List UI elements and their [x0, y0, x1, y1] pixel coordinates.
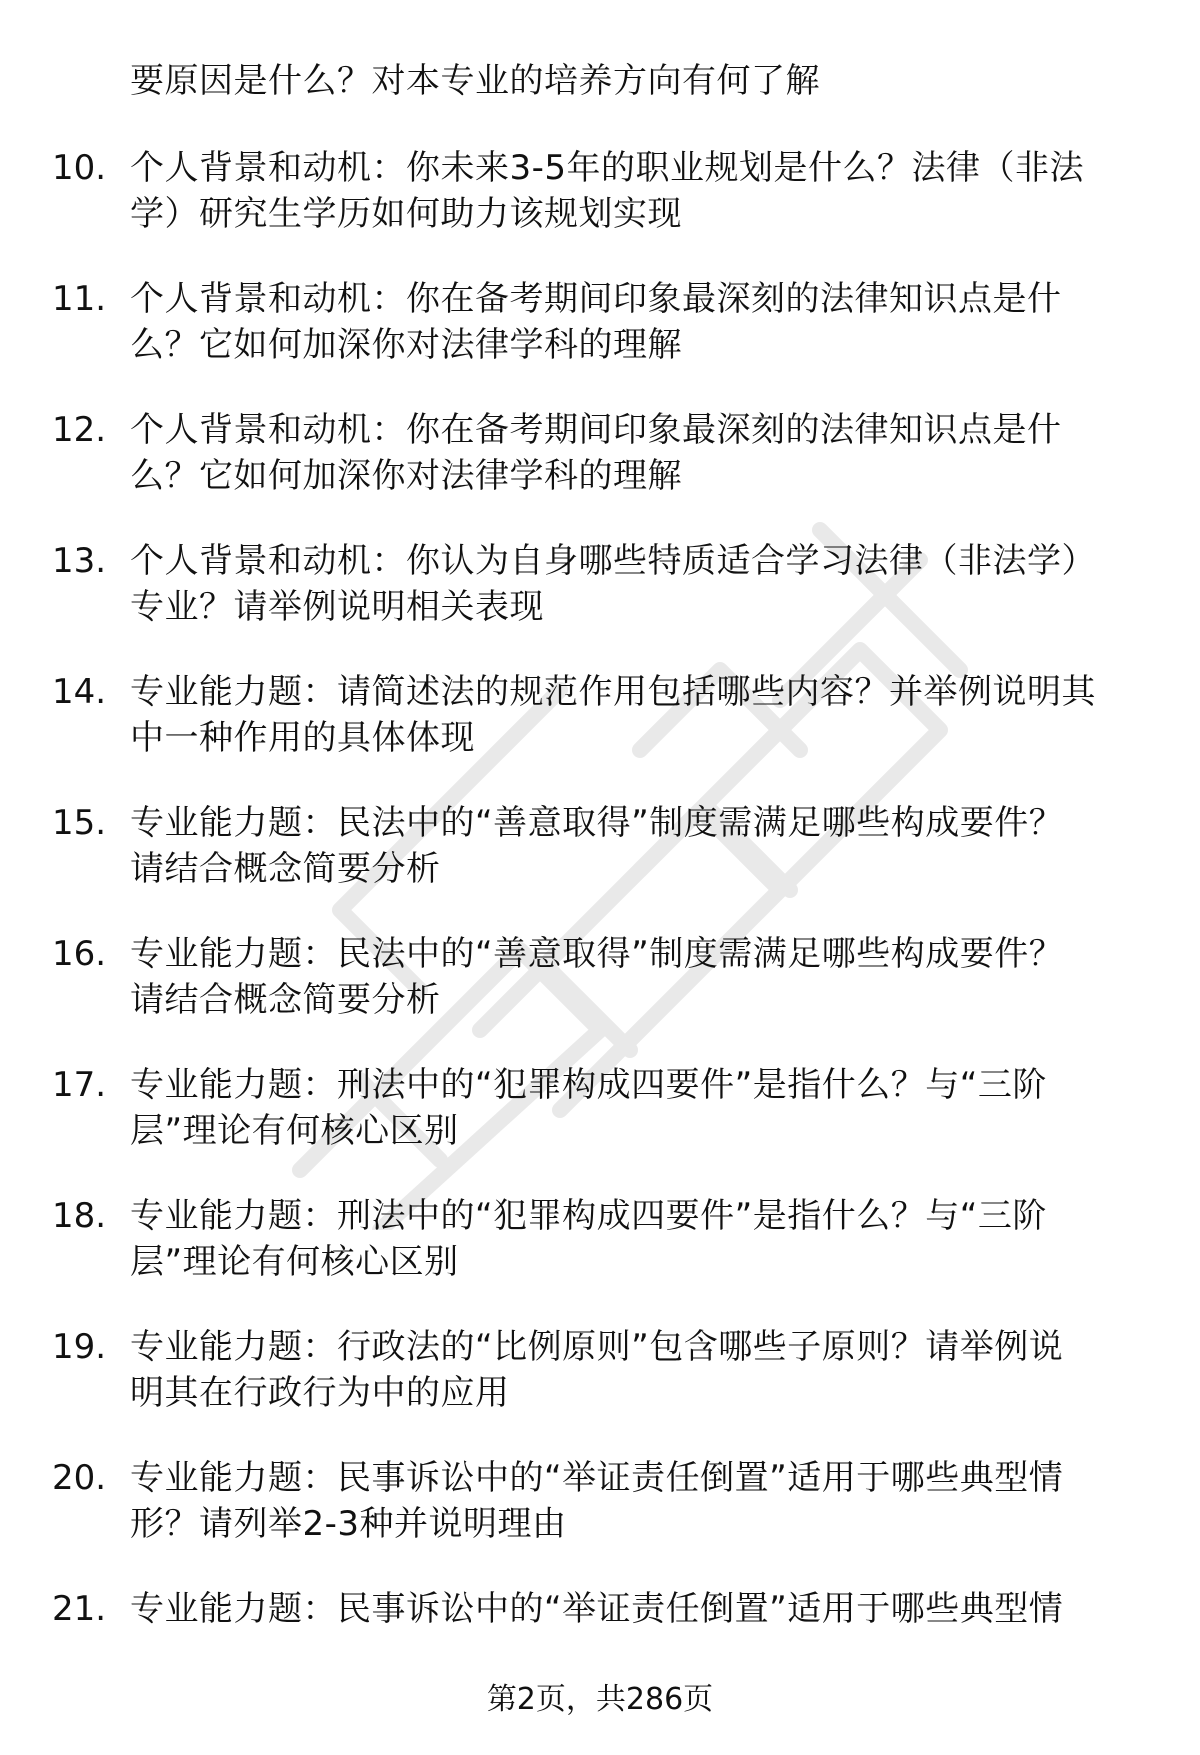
question-number: 12.: [52, 410, 107, 450]
question-text: [130, 1193, 1150, 1285]
question-text: [130, 1062, 1150, 1154]
question-line: 层”理论有何核心区别: [130, 1242, 459, 1282]
question-text: [130, 1586, 1150, 1632]
question-text: [130, 276, 1150, 368]
question-number: 11.: [52, 279, 107, 319]
question-text: [130, 669, 1150, 761]
question-line: 专业能力题：民事诉讼中的“举证责任倒置”适用于哪些典型情: [130, 1589, 1064, 1629]
question-text: [130, 145, 1150, 237]
question-line: 么？它如何加深你对法律学科的理解: [130, 456, 682, 496]
question-list: [0, 145, 1200, 1717]
continuation-text: 要原因是什么？对本专业的培养方向有何了解: [130, 61, 820, 101]
list-item: [0, 1586, 1200, 1678]
question-line: 专业能力题：民法中的“善意取得”制度需满足哪些构成要件？: [130, 803, 1064, 843]
question-line: 专业能力题：民法中的“善意取得”制度需满足哪些构成要件？: [130, 934, 1064, 974]
list-item: [0, 669, 1200, 761]
question-line: 专业能力题：请简述法的规范作用包括哪些内容？并举例说明其: [130, 672, 1096, 712]
question-line: 形？请列举2-3种并说明理由: [130, 1504, 567, 1544]
question-line: 个人背景和动机：你未来3-5年的职业规划是什么？法律（非法: [130, 148, 1085, 188]
question-number: 15.: [52, 803, 107, 843]
list-item: [0, 931, 1200, 1023]
question-number: 18.: [52, 1196, 107, 1236]
question-number: 20.: [52, 1458, 107, 1498]
list-item: [0, 538, 1200, 630]
question-number: 16.: [52, 934, 107, 974]
question-line: 专业能力题：民事诉讼中的“举证责任倒置”适用于哪些典型情: [130, 1458, 1064, 1498]
question-line: 么？它如何加深你对法律学科的理解: [130, 325, 682, 365]
list-item: [0, 1193, 1200, 1285]
question-text: [130, 1324, 1150, 1416]
question-line: 专业能力题：刑法中的“犯罪构成四要件”是指什么？与“三阶: [130, 1196, 1047, 1236]
question-line: 个人背景和动机：你认为自身哪些特质适合学习法律（非法学）: [130, 541, 1096, 581]
question-line: 请结合概念简要分析: [130, 849, 441, 889]
question-line: 学）研究生学历如何助力该规划实现: [130, 194, 682, 234]
list-item: [0, 407, 1200, 499]
question-text: [130, 931, 1150, 1023]
question-number: 19.: [52, 1327, 107, 1367]
list-item: [0, 1455, 1200, 1547]
question-text: [130, 800, 1150, 892]
question-line: 个人背景和动机：你在备考期间印象最深刻的法律知识点是什: [130, 410, 1062, 450]
list-item: [0, 1062, 1200, 1154]
list-item: [0, 1324, 1200, 1416]
question-number: 14.: [52, 672, 107, 712]
question-line: 个人背景和动机：你在备考期间印象最深刻的法律知识点是什: [130, 279, 1062, 319]
question-number: 10.: [52, 148, 107, 188]
question-line: 层”理论有何核心区别: [130, 1111, 459, 1151]
question-text: [130, 407, 1150, 499]
question-line: 专业能力题：刑法中的“犯罪构成四要件”是指什么？与“三阶: [130, 1065, 1047, 1105]
question-number: 21.: [52, 1589, 107, 1629]
page-number-footer: 第2页，共286页: [486, 1682, 714, 1717]
question-line: 请结合概念简要分析: [130, 980, 441, 1020]
question-number: 17.: [52, 1065, 107, 1105]
question-text: [130, 538, 1150, 630]
list-item: [0, 145, 1200, 237]
question-line: 明其在行政行为中的应用: [130, 1373, 510, 1413]
question-number: 13.: [52, 541, 107, 581]
list-item: [0, 800, 1200, 892]
list-item: [0, 276, 1200, 368]
question-line: 专业？请举例说明相关表现: [130, 587, 544, 627]
question-line: 专业能力题：行政法的“比例原则”包含哪些子原则？请举例说: [130, 1327, 1064, 1367]
question-text: [130, 1455, 1150, 1547]
question-line: 中一种作用的具体体现: [130, 718, 475, 758]
